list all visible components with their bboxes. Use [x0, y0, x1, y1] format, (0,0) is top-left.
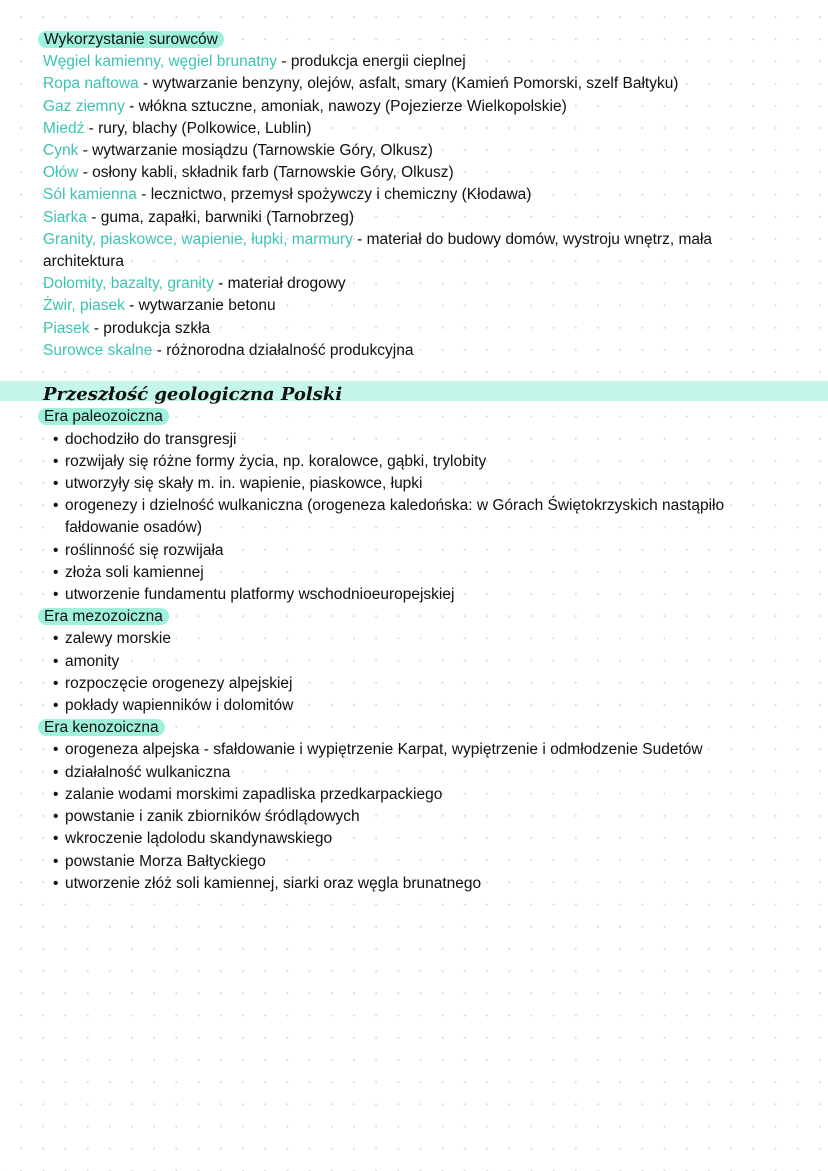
- resource-desc: - guma, zapałki, barwniki (Tarnobrzeg): [86, 208, 354, 226]
- era-heading: Era kenozoiczna: [38, 719, 165, 736]
- era-heading: Era mezozoiczna: [38, 608, 169, 625]
- era-heading: Era paleozoiczna: [38, 408, 169, 425]
- resource-term: Siarka: [43, 208, 87, 226]
- bullet-item: • orogenezy i dzielność wulkaniczna (orogeneza kaledońska: w Górach Świętokrzyskich nastąpiło fałdowanie osadów): [53, 495, 788, 539]
- bullet-item: • działalność wulkaniczna: [53, 762, 788, 784]
- bullet-item: • utworzyły się skały m. in. wapienie, piaskowce, łupki: [53, 473, 788, 495]
- section1-heading-line: [43, 29, 788, 51]
- resource-item: [43, 140, 788, 162]
- resource-desc: - materiał do budowy domów, wystroju wnętrz, mała architektura: [43, 230, 713, 271]
- era-heading-line: [43, 406, 788, 428]
- resource-desc: - osłony kabli, składnik farb (Tarnowskie Góry, Olkusz): [78, 164, 454, 182]
- resource-term: Granity, piaskowce, wapienie, łupki, marmury: [43, 230, 353, 248]
- bullet-item: • powstanie i zanik zbiorników śródlądowych: [53, 806, 788, 828]
- bullet-item: • utworzenie fundamentu platformy wschodnioeuropejskiej: [53, 584, 788, 606]
- resource-term: Cynk: [43, 142, 79, 160]
- bullet-item: • orogeneza alpejska - sfałdowanie i wypiętrzenie Karpat, wypiętrzenie i odmłodzenie Sudetów: [53, 739, 788, 761]
- resource-desc: - wytwarzanie mosiądzu (Tarnowskie Góry, Olkusz): [78, 142, 433, 160]
- notes-page: [43, 29, 788, 895]
- resource-term: Sól kamienna: [43, 186, 137, 204]
- resource-term: Węgiel kamienny, węgiel brunatny: [43, 53, 278, 71]
- resource-item: [43, 318, 788, 340]
- era-heading-line: [43, 717, 788, 739]
- bullet-item: • rozpoczęcie orogenezy alpejskiej: [53, 673, 788, 695]
- resource-term: Żwir, piasek: [43, 297, 125, 315]
- resource-item: [43, 162, 788, 184]
- resource-term: Piasek: [43, 319, 90, 337]
- resource-desc: - lecznictwo, przemysł spożywczy i chemiczny (Kłodawa): [136, 186, 532, 204]
- spacer: [43, 362, 788, 384]
- resource-item: [43, 96, 788, 118]
- bullet-item: • wkroczenie lądolodu skandynawskiego: [53, 828, 788, 850]
- resource-item: [43, 184, 788, 206]
- resource-item: [43, 229, 788, 273]
- era-bullet-list: [43, 739, 788, 894]
- eras-list: [43, 406, 788, 894]
- resource-item: [43, 295, 788, 317]
- resource-item: [43, 273, 788, 295]
- resource-desc: - różnorodna działalność produkcyjna: [152, 341, 414, 359]
- era-bullet-list: [43, 429, 788, 607]
- bullet-item: • roślinność się rozwijała: [53, 540, 788, 562]
- resources-list: [43, 51, 788, 362]
- resource-item: [43, 51, 788, 73]
- resource-desc: - produkcja energii cieplnej: [277, 53, 466, 71]
- resource-item: [43, 118, 788, 140]
- era-bullet-list: [43, 628, 788, 717]
- bullet-item: • dochodziło do transgresji: [53, 429, 788, 451]
- resource-desc: - produkcja szkła: [89, 319, 211, 337]
- resource-term: Gaz ziemny: [43, 97, 125, 115]
- bullet-item: • zalanie wodami morskimi zapadliska przedkarpackiego: [53, 784, 788, 806]
- bullet-item: • rozwijały się różne formy życia, np. koralowce, gąbki, trylobity: [53, 451, 788, 473]
- resource-item: [43, 207, 788, 229]
- bullet-item: • zalewy morskie: [53, 628, 788, 650]
- bullet-item: • powstanie Morza Bałtyckiego: [53, 851, 788, 873]
- resource-desc: - włókna sztuczne, amoniak, nawozy (Pojezierze Wielkopolskie): [124, 97, 567, 115]
- section-heading: Wykorzystanie surowców: [38, 31, 224, 48]
- resource-desc: - wytwarzanie betonu: [124, 297, 276, 315]
- resource-term: Ołów: [43, 164, 79, 182]
- bullet-item: • utworzenie złóż soli kamiennej, siarki oraz węgla brunatnego: [53, 873, 788, 895]
- bullet-item: • złoża soli kamiennej: [53, 562, 788, 584]
- resource-desc: - materiał drogowy: [213, 275, 346, 293]
- resource-desc: - rury, blachy (Polkowice, Lublin): [84, 119, 312, 137]
- resource-desc: - wytwarzanie benzyny, olejów, asfalt, smary (Kamień Pomorski, szelf Bałtyku): [138, 75, 679, 93]
- bullet-item: • amonity: [53, 651, 788, 673]
- section-title: Przeszłość geologiczna Polski: [43, 384, 343, 406]
- resource-item: [43, 73, 788, 95]
- resource-term: Surowce skalne: [43, 341, 153, 359]
- resource-term: Dolomity, bazalty, granity: [43, 275, 214, 293]
- resource-term: Ropa naftowa: [43, 75, 139, 93]
- bullet-item: • pokłady wapienników i dolomitów: [53, 695, 788, 717]
- resource-item: [43, 340, 788, 362]
- era-heading-line: [43, 606, 788, 628]
- resource-term: Miedź: [43, 119, 85, 137]
